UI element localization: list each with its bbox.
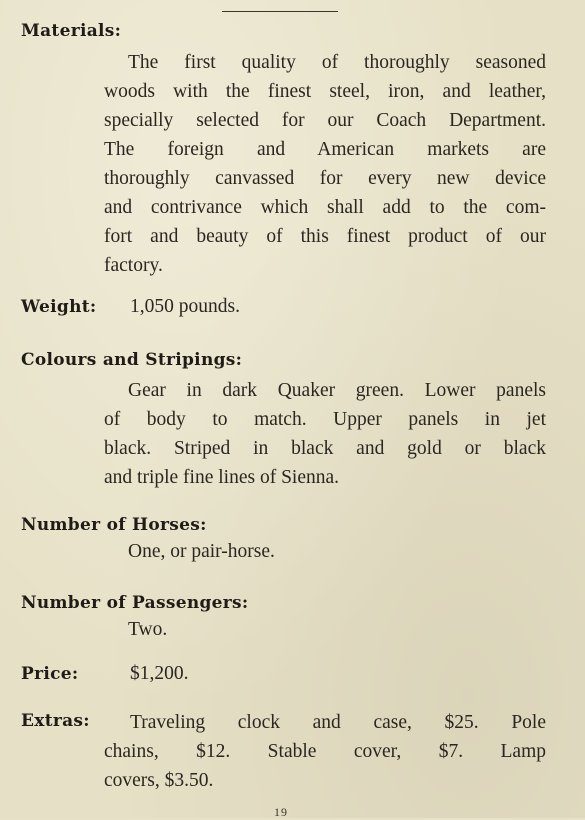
materials-heading: Materials: bbox=[21, 21, 122, 41]
extras-paragraph bbox=[104, 708, 546, 795]
materials-line-8: factory. bbox=[104, 255, 163, 276]
top-rule bbox=[222, 11, 338, 12]
colours-line-4: and triple fine lines of Sienna. bbox=[104, 467, 340, 488]
weight-value: 1,050 pounds. bbox=[130, 296, 240, 317]
page-number: 19 bbox=[274, 805, 288, 819]
materials-paragraph bbox=[104, 48, 546, 280]
materials-line-5: thoroughly canvassed for every new device bbox=[104, 168, 546, 189]
materials-line-2: woods with the finest steel, iron, and leather, bbox=[104, 81, 546, 102]
colours-line-3: black. Striped in black and gold or black bbox=[104, 438, 546, 459]
materials-line-6: and contrivance which shall add to the com- bbox=[104, 197, 546, 218]
extras-line-1: Traveling clock and case, $25. Pole bbox=[130, 712, 546, 733]
materials-line-7: fort and beauty of this finest product of our bbox=[104, 226, 546, 247]
colours-heading: Colours and Stripings: bbox=[21, 350, 243, 370]
horses-value: One, or pair-horse. bbox=[128, 541, 275, 562]
materials-line-1: The first quality of thoroughly seasoned bbox=[128, 52, 546, 73]
weight-heading: Weight: bbox=[21, 297, 97, 317]
colours-line-1: Gear in dark Quaker green. Lower panels bbox=[128, 380, 546, 401]
colours-paragraph bbox=[104, 376, 546, 492]
extras-line-3: covers, $3.50. bbox=[104, 770, 214, 791]
passengers-value: Two. bbox=[128, 619, 168, 640]
passengers-heading: Number of Passengers: bbox=[21, 593, 249, 613]
price-value: $1,200. bbox=[130, 663, 189, 684]
materials-line-3: specially selected for our Coach Department. bbox=[104, 110, 546, 131]
colours-line-2: of body to match. Upper panels in jet bbox=[104, 409, 546, 430]
extras-line-2: chains, $12. Stable cover, $7. Lamp bbox=[104, 741, 546, 762]
horses-heading: Number of Horses: bbox=[21, 515, 207, 535]
price-heading: Price: bbox=[21, 664, 79, 684]
extras-heading: Extras: bbox=[21, 711, 90, 731]
materials-line-4: The foreign and American markets are bbox=[104, 139, 546, 160]
